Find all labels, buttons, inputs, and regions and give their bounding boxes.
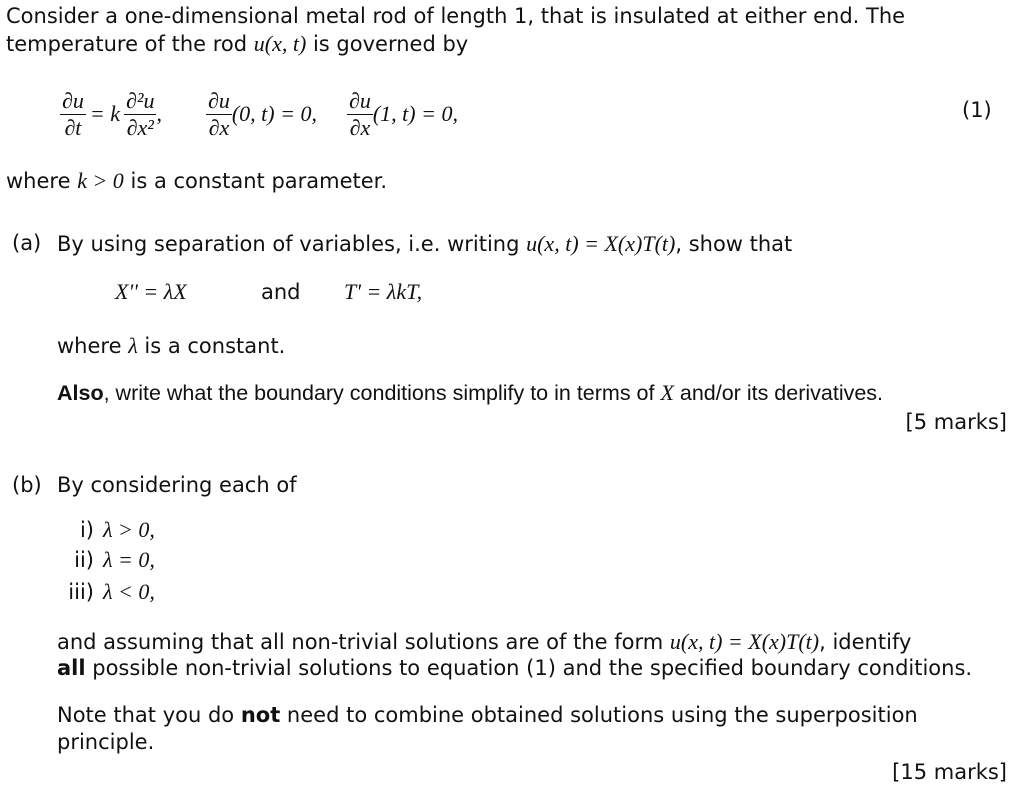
part-a-marks: [5 marks] bbox=[905, 410, 1007, 434]
part-b-note-bold: not bbox=[240, 703, 281, 727]
part-b-para-text-end: , identify bbox=[819, 630, 912, 654]
part-b-para-line-1 bbox=[57, 629, 911, 655]
case-2-math: λ = 0, bbox=[103, 547, 155, 572]
intro-math: u(x, t) bbox=[253, 31, 307, 56]
bc2-num: ∂u bbox=[348, 87, 371, 113]
part-a-where-end: is a constant. bbox=[137, 334, 286, 358]
pde-comma: , bbox=[156, 101, 162, 126]
part-a-also-math: X bbox=[660, 380, 674, 405]
part-a-label: (a) bbox=[12, 231, 42, 255]
part-b-note-line-2: principle. bbox=[57, 730, 155, 754]
part-a-also-bold: Also bbox=[57, 381, 104, 405]
intro-line-1: Consider a one-dimensional metal rod of length 1, that is insulated at either end. The bbox=[6, 4, 906, 28]
case-3-math: λ < 0, bbox=[103, 579, 155, 604]
part-b-para-line-2 bbox=[57, 656, 972, 680]
case-1-math: λ > 0, bbox=[103, 517, 155, 542]
pde-lhs-num: ∂u bbox=[62, 87, 84, 113]
part-b-all-bold: all bbox=[57, 656, 86, 680]
bc2-fraction bbox=[347, 88, 373, 141]
part-a-eq-and: and bbox=[261, 280, 301, 304]
case-1-number: i) bbox=[79, 518, 94, 542]
case-3-number: iii) bbox=[68, 580, 94, 604]
where-k-line bbox=[6, 168, 387, 194]
part-a-also-end: and/or its derivatives. bbox=[673, 381, 884, 405]
pde-rhs-fraction bbox=[124, 88, 156, 141]
part-b-para-math: u(x, t) = X(x)T(t) bbox=[669, 629, 820, 654]
bc2-den: ∂x bbox=[349, 114, 371, 140]
bc1-num: ∂u bbox=[207, 87, 230, 113]
pde-rhs-den: ∂x² bbox=[126, 114, 154, 140]
pde-equals-k: = k bbox=[89, 101, 120, 126]
bc1-den: ∂x bbox=[208, 114, 230, 140]
intro-line-2-end: is governed by bbox=[306, 32, 469, 56]
part-a-also-text: , write what the boundary conditions simplify to in terms of bbox=[103, 381, 661, 405]
part-a-where-text: where bbox=[57, 334, 129, 358]
part-b-para-text: and assuming that all non-trivial solutions are of the form bbox=[57, 630, 670, 654]
pde-lhs-den: ∂t bbox=[64, 114, 82, 140]
part-b-label: (b) bbox=[12, 473, 42, 497]
part-a-text: By using separation of variables, i.e. writing bbox=[57, 232, 527, 256]
part-b-para-line-2-text: possible non-trivial solutions to equation (1) and the specified boundary conditions. bbox=[85, 656, 973, 680]
where-k-math: k > 0 bbox=[77, 168, 124, 193]
part-a-math: u(x, t) = X(x)T(t) bbox=[526, 231, 676, 256]
part-b-intro: By considering each of bbox=[57, 473, 297, 497]
part-a-eq-right: T' = λkT, bbox=[344, 279, 423, 304]
part-b-marks: [15 marks] bbox=[892, 760, 1007, 784]
part-b-note-line-1 bbox=[57, 703, 918, 727]
equation-1 bbox=[60, 84, 458, 144]
part-a-also-line bbox=[57, 380, 883, 406]
where-k-text: where bbox=[6, 169, 78, 193]
bc2-tail: (1, t) = 0, bbox=[372, 101, 458, 126]
intro-line-2-text: temperature of the rod bbox=[6, 32, 254, 56]
part-a-text-end: , show that bbox=[675, 232, 793, 256]
bc1-fraction bbox=[206, 88, 232, 141]
part-b-note-text-end: need to combine obtained solutions using the superposition bbox=[280, 703, 918, 727]
part-a-line-1 bbox=[57, 231, 792, 257]
pde-lhs-fraction bbox=[60, 88, 86, 141]
part-b-note-text: Note that you do bbox=[57, 703, 241, 727]
part-a-eq-left: X'' = λX bbox=[115, 279, 187, 304]
part-a-where-line bbox=[57, 333, 285, 359]
part-a-lambda: λ bbox=[128, 333, 138, 358]
bc1-tail: (0, t) = 0, bbox=[231, 101, 317, 126]
where-k-end: is a constant parameter. bbox=[123, 169, 388, 193]
case-2-number: ii) bbox=[74, 548, 94, 572]
pde-rhs-num: ∂²u bbox=[126, 87, 155, 113]
equation-number: (1) bbox=[962, 98, 992, 122]
intro-line-2 bbox=[6, 31, 468, 57]
